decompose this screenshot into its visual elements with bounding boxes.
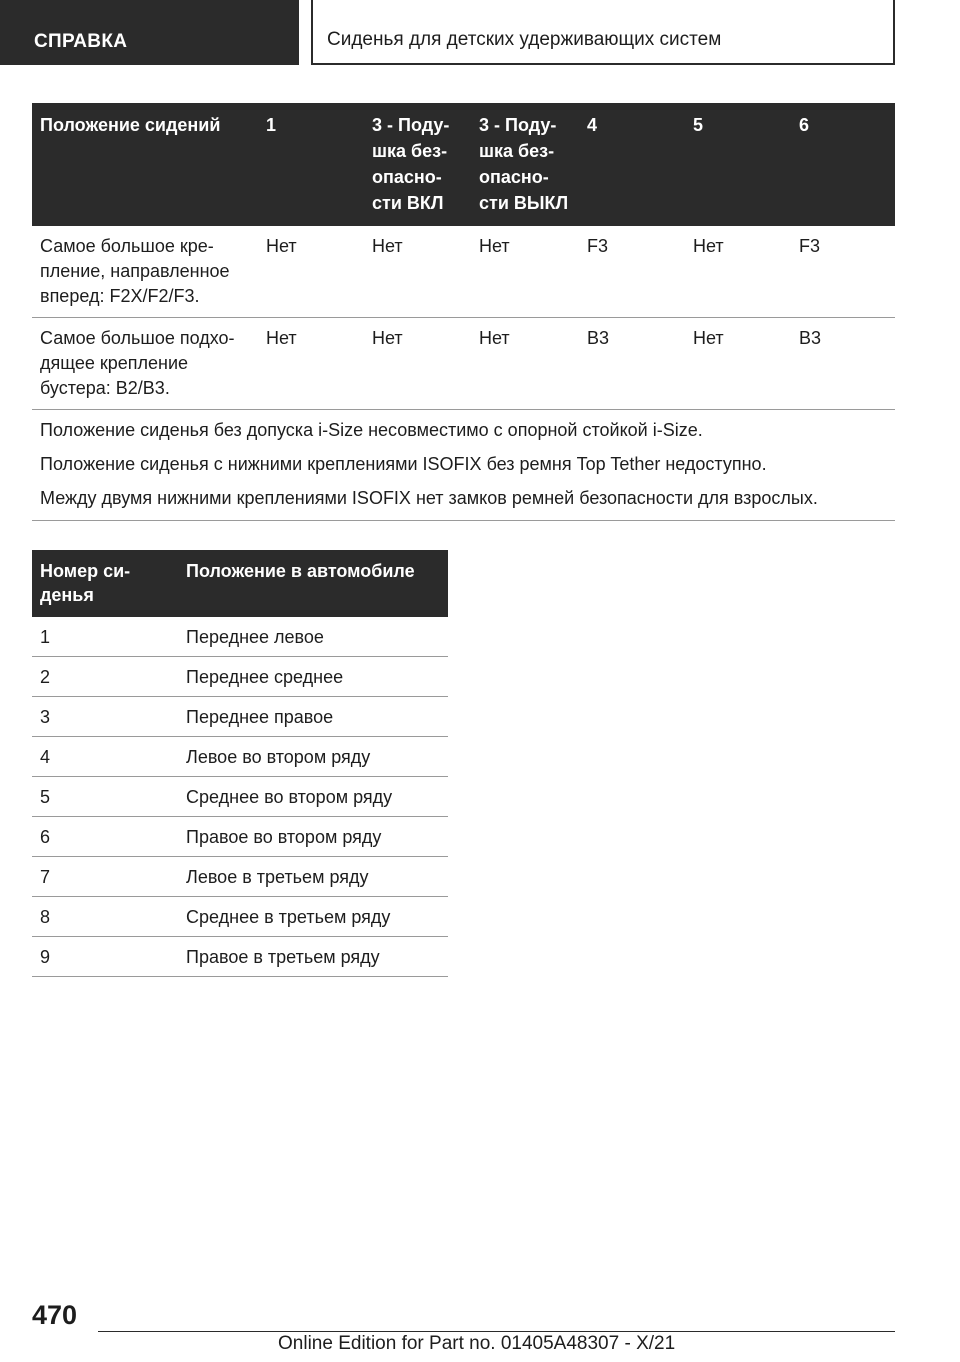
table-notes <box>32 410 895 521</box>
seat-position: Среднее в третьем ряду <box>178 897 448 937</box>
table-cell: B3 <box>791 318 895 410</box>
table-cell: Нет <box>685 226 791 318</box>
table-row <box>32 617 448 657</box>
seat-number: 1 <box>32 617 178 657</box>
column-header: 5 <box>685 103 791 226</box>
column-header: 1 <box>258 103 364 226</box>
header-section-label: СПРАВКА <box>0 0 299 65</box>
table-row <box>32 817 448 857</box>
footer-edition: Online Edition for Part no. 01405A48307 - X/21 <box>278 1333 676 1354</box>
column-header: Положение сидений <box>32 103 258 226</box>
table-header-row <box>32 103 895 226</box>
table-row <box>32 697 448 737</box>
seat-number: 7 <box>32 857 178 897</box>
seat-position: Переднее среднее <box>178 657 448 697</box>
seat-position-table <box>32 550 448 977</box>
table-cell: Нет <box>471 226 579 318</box>
seat-number: 9 <box>32 937 178 977</box>
seat-number: 4 <box>32 737 178 777</box>
table-cell: Самое большое кре-пление, направленное вперед: F2X/F2/F3. <box>32 226 258 318</box>
table-row <box>32 937 448 977</box>
table-row <box>32 226 895 318</box>
seat-position: Левое во втором ряду <box>178 737 448 777</box>
table-cell: Нет <box>258 318 364 410</box>
column-header: 3 - Поду-шка без-опасно-сти ВКЛ <box>364 103 471 226</box>
seat-number: 8 <box>32 897 178 937</box>
table-cell: Нет <box>685 318 791 410</box>
note-text: Положение сиденья без допуска i-Size несовместимо с опорной стойкой i-Size. <box>40 420 703 440</box>
seat-number: 2 <box>32 657 178 697</box>
note-text: Между двумя нижними креплениями ISOFIX нет замков ремней безопасности для взрослых. <box>40 488 818 508</box>
seat-position: Переднее левое <box>178 617 448 657</box>
table-header-row <box>32 550 448 617</box>
header-chapter-title: Сиденья для детских удерживающих систем <box>311 0 895 65</box>
seat-number: 5 <box>32 777 178 817</box>
table-cell: Нет <box>364 226 471 318</box>
table-cell: Нет <box>364 318 471 410</box>
seat-number: 6 <box>32 817 178 857</box>
table-cell: B3 <box>579 318 685 410</box>
column-header: Положение в автомобиле <box>178 550 448 617</box>
table-row <box>32 318 895 410</box>
table-cell: Нет <box>258 226 364 318</box>
notes-row <box>32 410 895 521</box>
table-row <box>32 657 448 697</box>
seat-position: Правое во втором ряду <box>178 817 448 857</box>
table-cell: Самое большое подхо-дящее крепление бустера: B2/B3. <box>32 318 258 410</box>
seat-position: Правое в третьем ряду <box>178 937 448 977</box>
page-number: 470 <box>32 1300 78 1330</box>
table-cell: F3 <box>791 226 895 318</box>
footer-divider <box>98 1331 895 1332</box>
seat-number: 3 <box>32 697 178 737</box>
column-header: 6 <box>791 103 895 226</box>
seat-compatibility-table <box>32 103 895 521</box>
column-header: 4 <box>579 103 685 226</box>
table-row <box>32 897 448 937</box>
seat-position: Среднее во втором ряду <box>178 777 448 817</box>
note-text: Положение сиденья с нижними креплениями ISOFIX без ремня Top Tether недоступно. <box>40 454 767 474</box>
seat-position: Переднее правое <box>178 697 448 737</box>
table-row <box>32 857 448 897</box>
table-row <box>32 737 448 777</box>
column-header: Номер си-денья <box>32 550 178 617</box>
table-row <box>32 777 448 817</box>
table-cell: F3 <box>579 226 685 318</box>
column-header: 3 - Поду-шка без-опасно-сти ВЫКЛ <box>471 103 579 226</box>
seat-position: Левое в третьем ряду <box>178 857 448 897</box>
table-cell: Нет <box>471 318 579 410</box>
